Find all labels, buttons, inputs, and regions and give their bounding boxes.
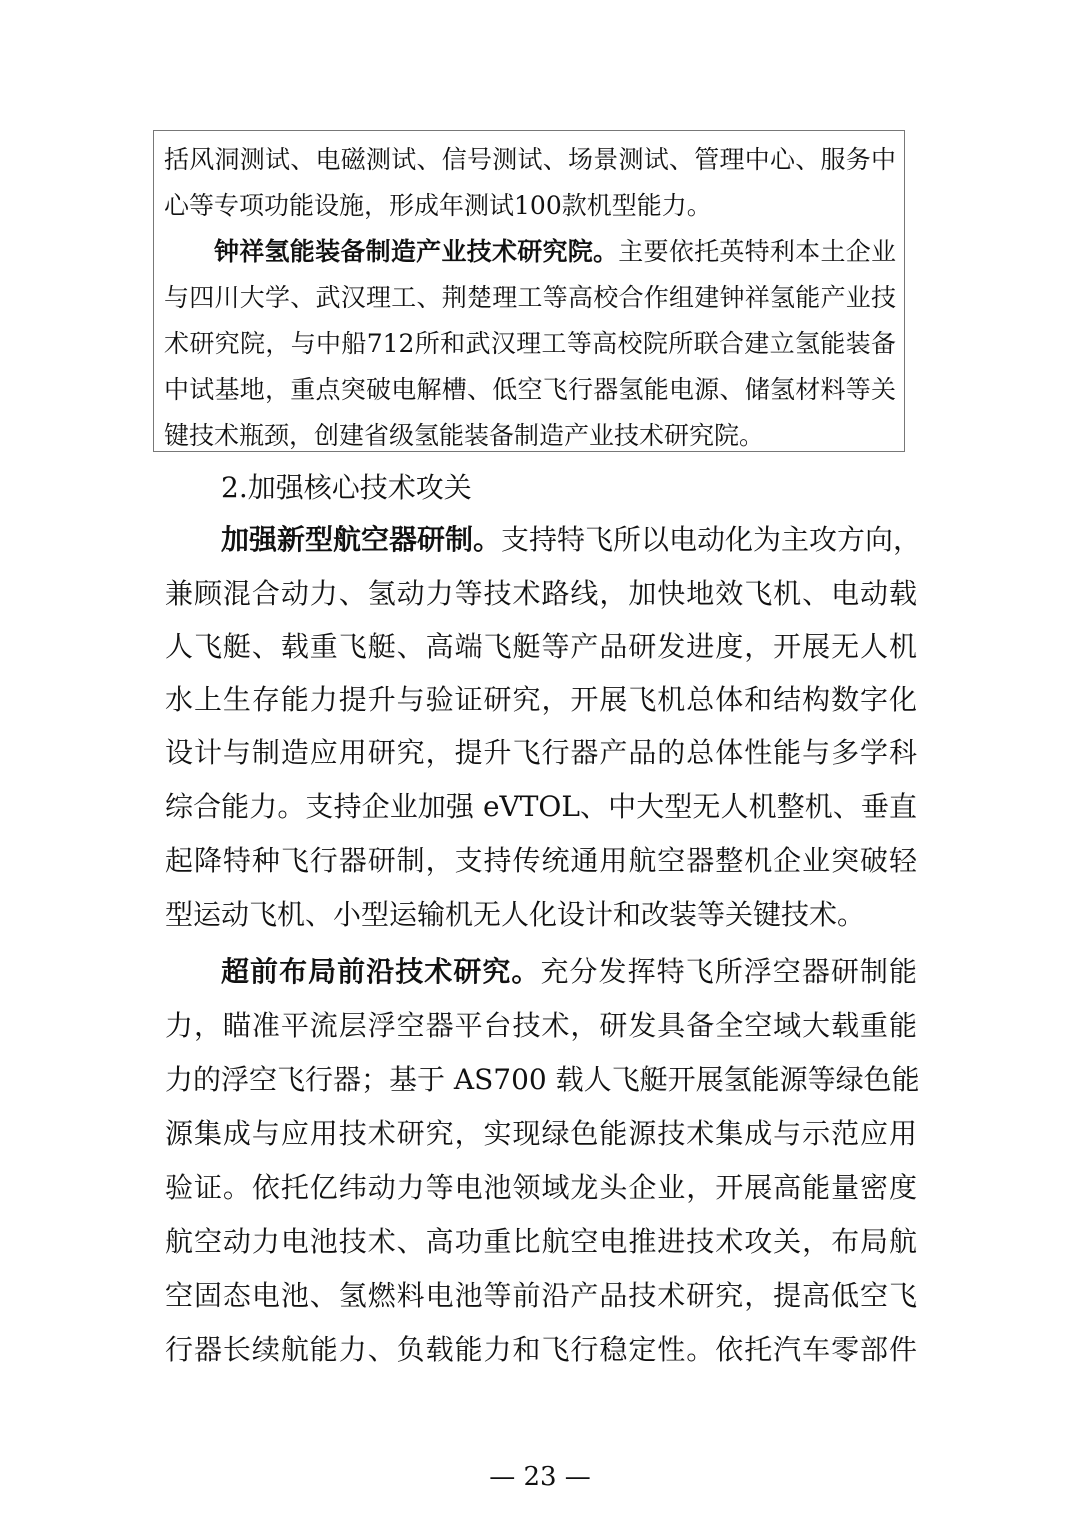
line-text: 键技术瓶颈，创建省级氢能装备制造产业技术研究院。 bbox=[164, 421, 765, 450]
line-text: 力的浮空飞行器；基于 AS700 载人飞艇开展氢能源等绿色能 bbox=[165, 1063, 920, 1096]
bold-heading: 钟祥氢能装备制造产业技术研究院。 bbox=[214, 237, 619, 266]
page-number: — 23 — bbox=[489, 1462, 591, 1492]
line-text: 验证。依托亿纬动力等电池领域龙头企业，开展高能量密度 bbox=[165, 1171, 917, 1204]
line-text: 型运动飞机、小型运输机无人化设计和改装等关键技术。 bbox=[165, 898, 866, 931]
text-line bbox=[165, 683, 917, 717]
text-line bbox=[164, 191, 896, 221]
line-text: 主要依托英特利本土企业 bbox=[618, 237, 896, 266]
text-line bbox=[165, 577, 917, 611]
bold-heading: 加强新型航空器研制。 bbox=[221, 523, 502, 556]
line-text: 行器长续航能力、负载能力和飞行稳定性。依托汽车零部件 bbox=[165, 1333, 917, 1366]
line-text: 人飞艇、载重飞艇、高端飞艇等产品研发进度，开展无人机 bbox=[165, 630, 917, 663]
text-line bbox=[164, 375, 896, 405]
text-line bbox=[165, 790, 917, 824]
line-text: 充分发挥特飞所浮空器研制能 bbox=[540, 955, 917, 988]
text-line bbox=[214, 237, 896, 267]
text-line bbox=[165, 1063, 920, 1097]
line-text: 兼顾混合动力、氢动力等技术路线，加快地效飞机、电动载 bbox=[165, 577, 917, 610]
line-text: 支持特飞所以电动化为主攻方向， bbox=[501, 523, 922, 556]
line-text: 2.加强核心技术攻关 bbox=[221, 471, 472, 504]
bold-heading: 超前布局前沿技术研究。 bbox=[221, 955, 541, 988]
text-line bbox=[164, 329, 896, 359]
line-text: 起降特种飞行器研制，支持传统通用航空器整机企业突破轻 bbox=[165, 844, 917, 877]
line-text: 心等专项功能设施，形成年测试100款机型能力。 bbox=[164, 191, 712, 220]
line-text: 中试基地，重点突破电解槽、低空飞行器氢能电源、储氢材料等关 bbox=[164, 375, 896, 404]
text-line bbox=[165, 1009, 917, 1043]
line-text: 术研究院，与中船712所和武汉理工等高校院所联合建立氢能装备 bbox=[164, 329, 896, 358]
line-text: 与四川大学、武汉理工、荆楚理工等高校合作组建钟祥氢能产业技 bbox=[164, 283, 896, 312]
text-line bbox=[165, 1171, 917, 1205]
line-text: 航空动力电池技术、高功重比航空电推进技术攻关，布局航 bbox=[165, 1225, 917, 1258]
line-text: 源集成与应用技术研究，实现绿色能源技术集成与示范应用 bbox=[165, 1117, 917, 1150]
line-text: 空固态电池、氢燃料电池等前沿产品技术研究，提高低空飞 bbox=[165, 1279, 917, 1312]
text-line bbox=[164, 421, 896, 451]
text-line bbox=[165, 630, 917, 664]
text-line bbox=[164, 283, 896, 313]
line-text: 综合能力。支持企业加强 eVTOL、中大型无人机整机、垂直 bbox=[165, 790, 917, 823]
text-line bbox=[165, 736, 917, 770]
text-line bbox=[165, 898, 917, 932]
text-line bbox=[165, 1225, 917, 1259]
text-line bbox=[165, 1117, 917, 1151]
text-line bbox=[165, 1333, 917, 1367]
highlight-box bbox=[153, 130, 905, 452]
text-line bbox=[221, 471, 917, 505]
line-text: 力，瞄准平流层浮空器平台技术，研发具备全空域大载重能 bbox=[165, 1009, 917, 1042]
line-text: 设计与制造应用研究，提升飞行器产品的总体性能与多学科 bbox=[165, 736, 917, 769]
text-line bbox=[165, 1279, 917, 1313]
line-text: 水上生存能力提升与验证研究，开展飞机总体和结构数字化 bbox=[165, 683, 917, 716]
text-line bbox=[164, 145, 896, 175]
text-line bbox=[165, 844, 917, 878]
line-text: 括风洞测试、电磁测试、信号测试、场景测试、管理中心、服务中 bbox=[164, 145, 896, 174]
text-line bbox=[221, 955, 917, 989]
text-line bbox=[221, 523, 922, 557]
